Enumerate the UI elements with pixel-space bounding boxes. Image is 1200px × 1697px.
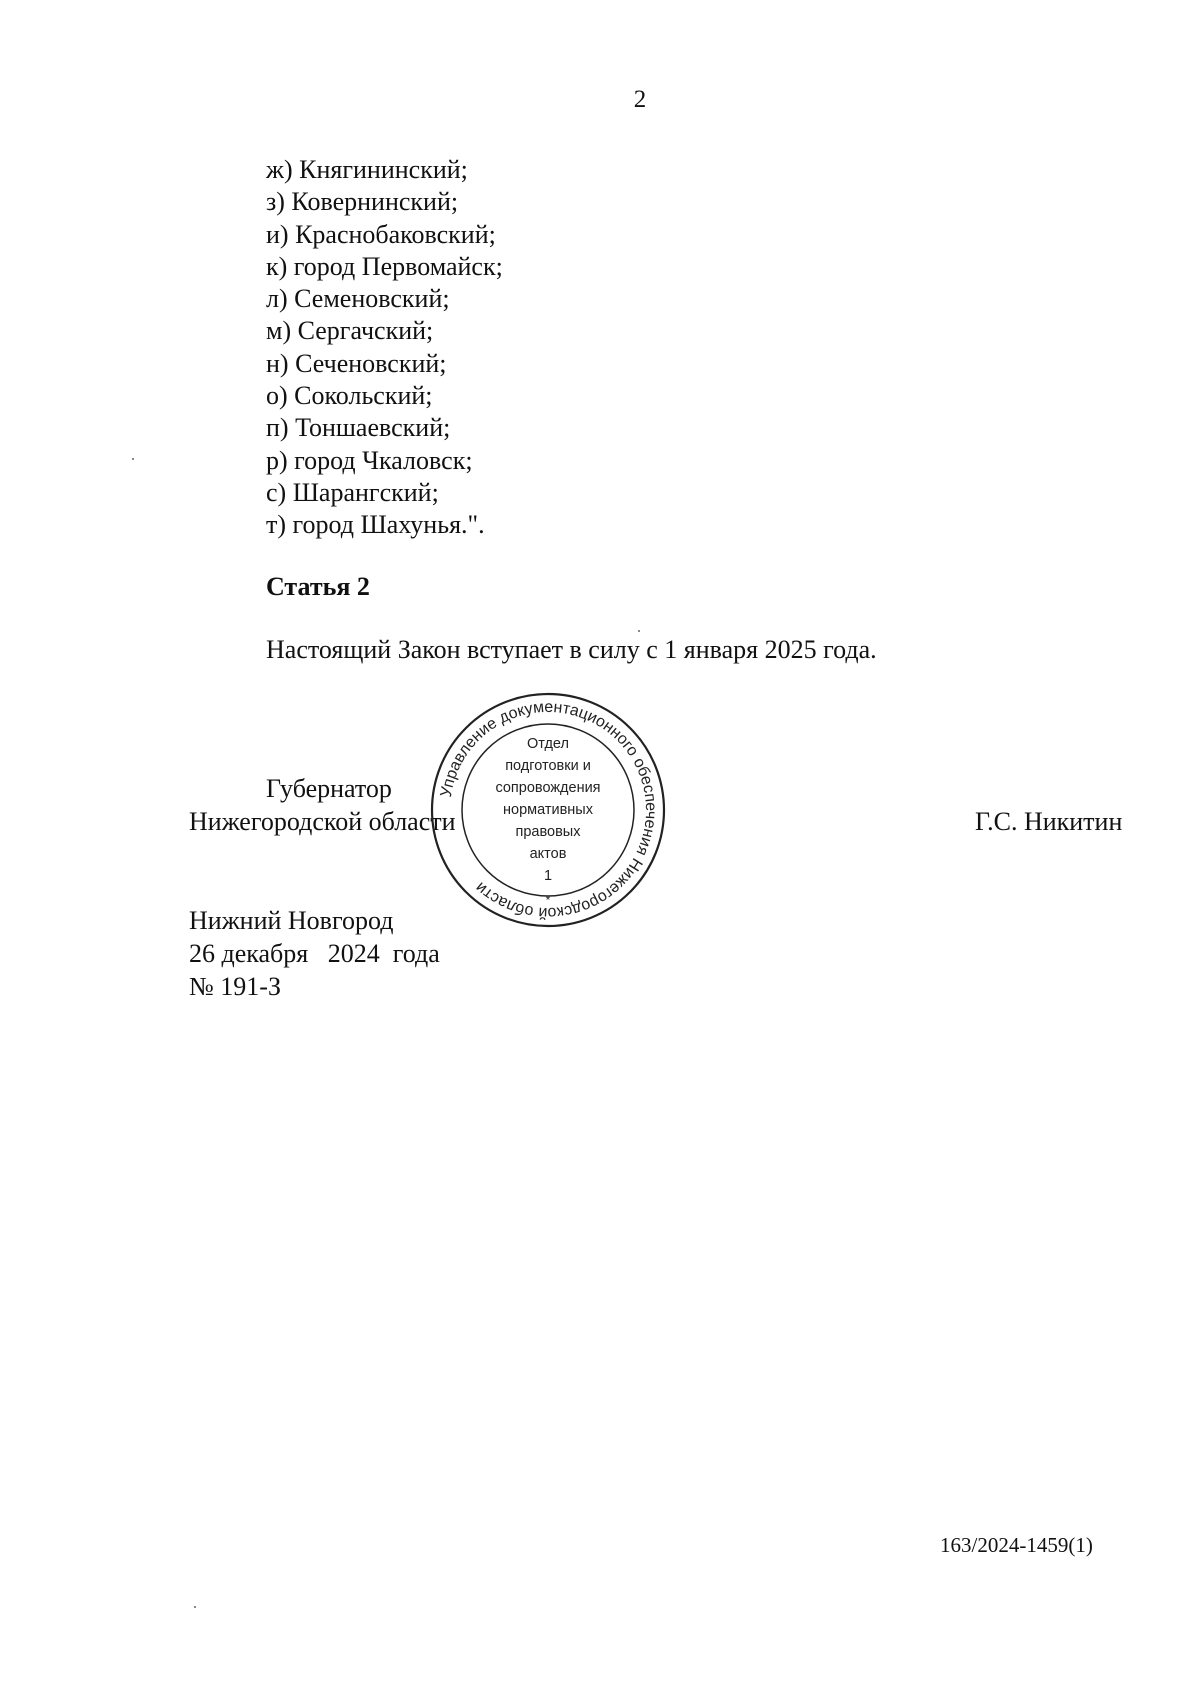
scan-speck <box>132 458 134 460</box>
star-icon: * <box>545 893 551 907</box>
document-code: 163/2024-1459(1) <box>940 1533 1093 1557</box>
seal-line: нормативных <box>503 802 593 818</box>
list-item: л) Семеновский; <box>266 284 450 314</box>
signatory-region: Нижегородской области <box>189 807 456 836</box>
seal-line: подготовки и <box>505 758 591 774</box>
list-item: т) город Шахунья.". <box>266 510 485 540</box>
district-list <box>266 154 503 542</box>
signatory-title: Губернатор <box>266 774 392 803</box>
list-item: о) Сокольский; <box>266 381 433 411</box>
seal-line: 1 <box>543 868 553 884</box>
list-item: р) город Чкаловск; <box>266 445 473 475</box>
seal-line: Отдел <box>527 736 569 752</box>
list-item: п) Тоншаевский; <box>266 413 451 443</box>
article-title: Статья 2 <box>266 572 370 601</box>
signatory-name: Г.С. Никитин <box>975 807 1123 836</box>
list-item: к) город Первомайск; <box>266 251 503 281</box>
seal-line: сопровождения <box>495 780 601 796</box>
signing-city: Нижний Новгород <box>189 906 394 935</box>
scan-speck <box>194 1606 196 1608</box>
law-number: № 191-З <box>189 972 281 1001</box>
official-seal <box>428 690 668 930</box>
list-item: и) Краснобаковский; <box>266 219 496 249</box>
signing-date: 26 декабря 2024 года <box>189 939 440 968</box>
list-item: ж) Княгининский; <box>266 155 468 184</box>
list-item: с) Шарангский; <box>266 477 439 507</box>
list-item: н) Сеченовский; <box>266 348 447 378</box>
scan-speck <box>638 630 640 632</box>
list-item: з) Ковернинский; <box>266 187 459 217</box>
page-number: 2 <box>633 86 647 113</box>
article-text: Настоящий Закон вступает в силу с 1 января 2025 года. <box>266 635 877 664</box>
seal-ring-text: Управление документационного обеспечения Нижегородской области <box>437 698 660 922</box>
seal-line: правовых <box>515 824 581 840</box>
seal-line: актов <box>529 846 567 862</box>
list-item: м) Сергачский; <box>266 316 434 346</box>
